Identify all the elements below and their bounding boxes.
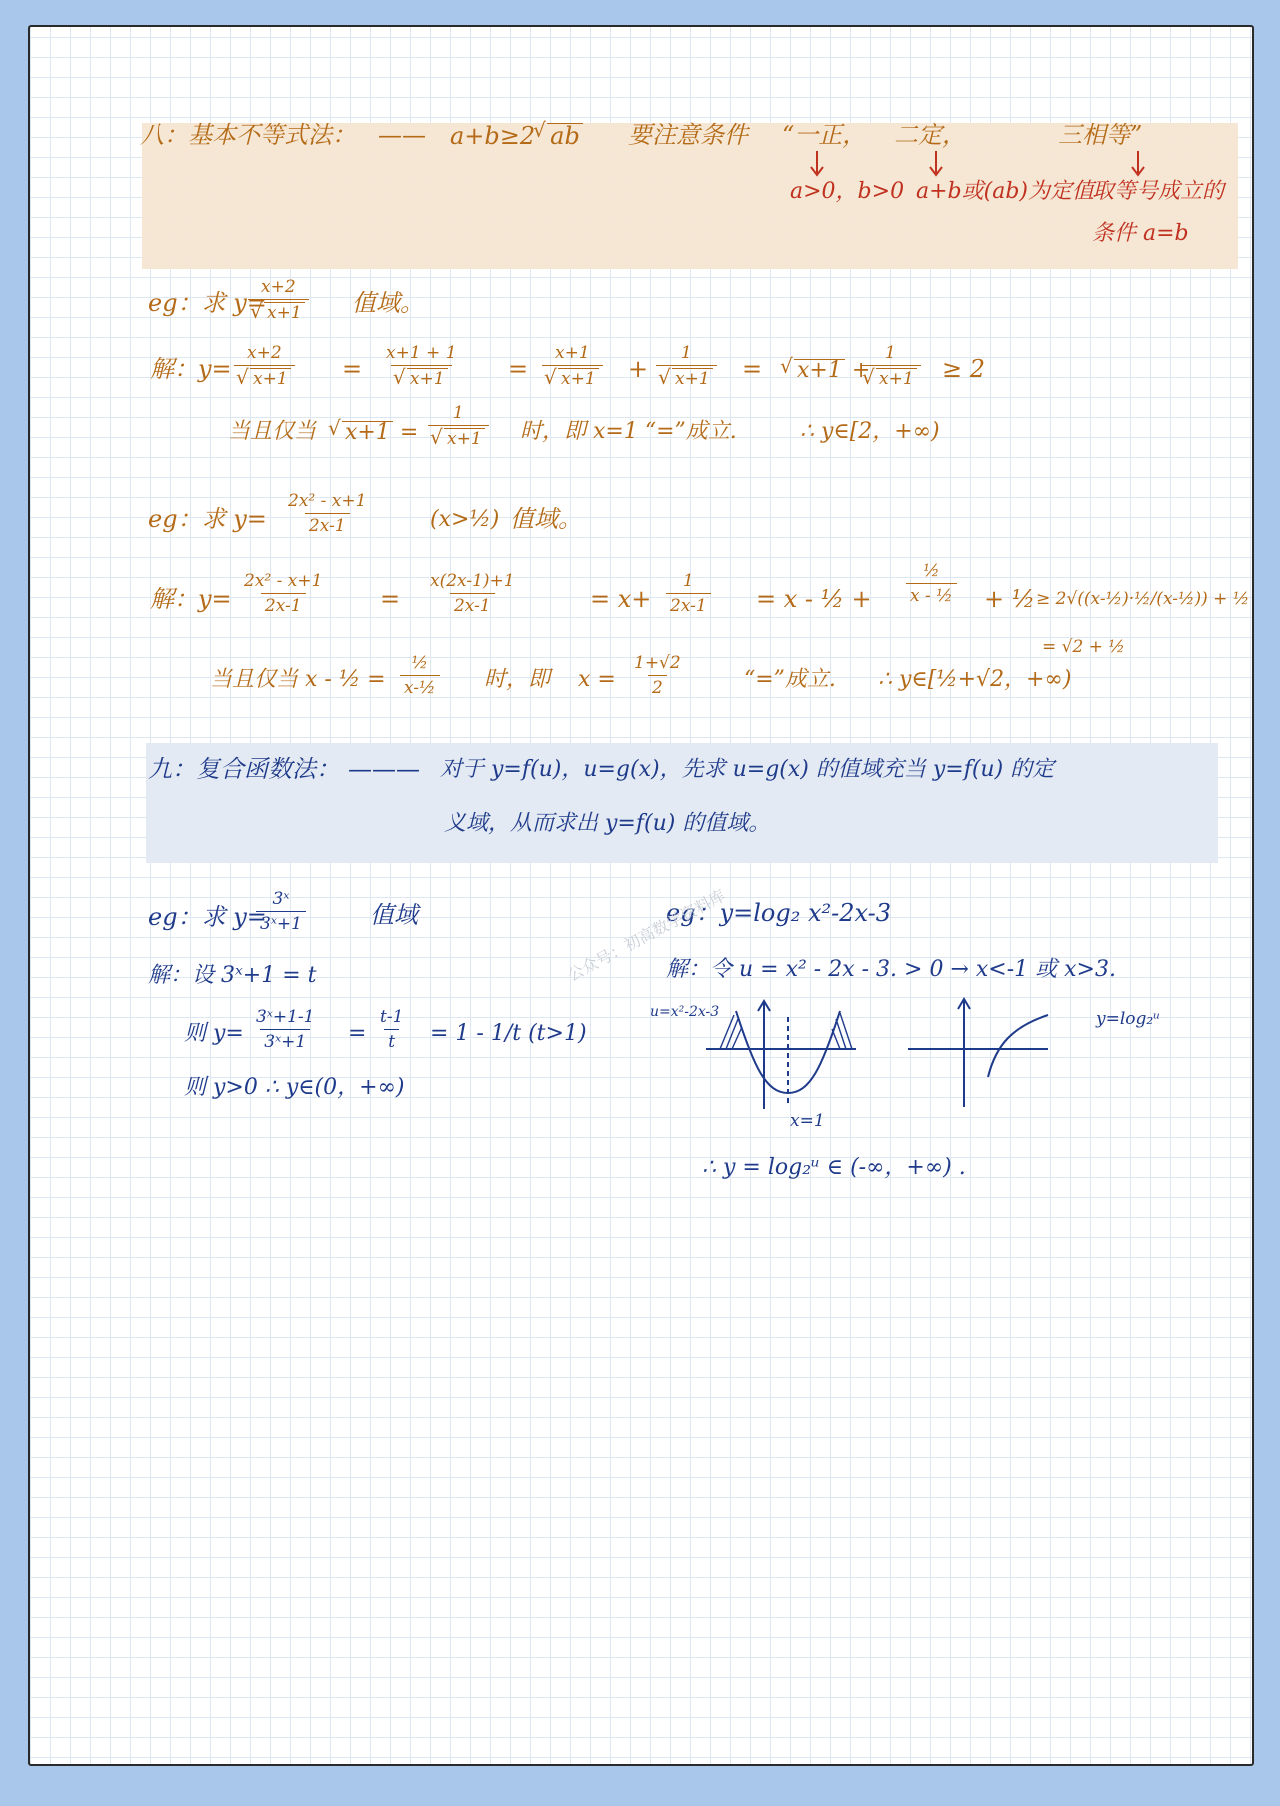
ex3-step1-den: 3ˣ+1 (260, 1029, 310, 1052)
ex1-step2-num: x+1 + 1 (386, 343, 457, 363)
ex1-numerator: x+2 (261, 277, 296, 297)
ex3-step2-num: t-1 (380, 1007, 404, 1027)
ex3-step1 (252, 1007, 318, 1052)
ex1-step2-den: √ x+1 (407, 368, 448, 389)
ex2-cond-mid: 时，即 (484, 667, 551, 692)
section-9-heading: 九：复合函数法： (148, 755, 340, 783)
ex4-graph1-label: u=x²-2x-3 (650, 1004, 720, 1020)
section-9-line-2: 义域，从而求出 y=f(u) 的值域。 (444, 811, 771, 836)
ex1-step1 (234, 343, 295, 389)
ex1-eq-2: = (508, 355, 529, 383)
watermark: 公众号：初高数学资料库 (564, 885, 729, 986)
ex2-cond-fraction (400, 653, 440, 698)
ex4-graph1-axis: x=1 (790, 1111, 825, 1131)
condition-2: 二定， (894, 121, 966, 149)
ex3-solution-1: 解：设 3ˣ+1 = t (148, 963, 317, 988)
ex1-solution-label: 解：y= (150, 355, 232, 383)
ex1-cond-root-value: √ x+1 (342, 421, 393, 444)
ex3-prompt: eg：求 y= (148, 903, 267, 931)
ex1-cond-root: √ x+1 = (330, 421, 418, 444)
ex2-cond-x: x = (578, 667, 616, 692)
ex2-numerator: 2x² - x+1 (288, 491, 367, 511)
ex4-result: ∴ y = log₂ᵘ ∈ (-∞，+∞) . (702, 1155, 966, 1180)
section-9-dash: ——— (348, 755, 420, 783)
ex1-step4-den: √ x+1 (672, 368, 713, 389)
ex1-cond-num: 1 (452, 403, 464, 423)
ex1-root-term: √ x+1 + (782, 359, 870, 382)
ex2-step4-num: ½ (923, 561, 940, 581)
section-8-condition: 要注意条件 (628, 121, 748, 149)
notebook-page (28, 25, 1254, 1766)
ex1-step1-num: x+2 (247, 343, 282, 363)
ex1-fraction (248, 277, 309, 323)
ex1-eq-1: = (342, 355, 363, 383)
ex2-step3-num: 1 (682, 571, 694, 591)
note-equal-condition: 条件 a=b (1092, 221, 1189, 246)
ex2-min-value: = √2 + ½ (1042, 637, 1125, 657)
ex1-denominator: √ x+1 (264, 302, 305, 323)
ex2-step1 (240, 571, 326, 616)
ex1-root-value: √ x+1 (794, 359, 845, 382)
ex2-cond-suffix: “=”成立. (744, 667, 836, 692)
ex1-cond-den: √ x+1 (444, 428, 485, 449)
ex1-cond-suffix: 时，即 x=1 “=”成立. (520, 419, 737, 444)
ex2-cond-prefix: 当且仅当 x - ½ = (210, 667, 386, 692)
ex4-graph2-label: y=log₂ᵘ (1096, 1009, 1160, 1029)
ex2-denominator: 2x-1 (305, 513, 350, 536)
ex2-step3 (666, 571, 711, 616)
ex1-ge: ≥ 2 (942, 355, 986, 383)
ex1-step5-den: √ x+1 (876, 368, 917, 389)
ex2-step2-num: x(2x-1)+1 (430, 571, 515, 591)
ex3-step2 (376, 1007, 407, 1052)
log-graph (908, 997, 1108, 1117)
ex2-step1-num: 2x² - x+1 (244, 571, 323, 591)
ex3-suffix: 值域 (370, 901, 418, 929)
ex2-prompt: eg：求 y= (148, 505, 267, 533)
ex2-step4-prefix: = x - ½ + (756, 585, 872, 613)
ex1-suffix: 值域。 (352, 289, 424, 317)
ex2-step5: + ½ (984, 585, 1035, 613)
ex3-denominator: 3ˣ+1 (256, 911, 306, 934)
ex2-x-fraction (630, 653, 685, 698)
ex3-fraction (256, 889, 306, 934)
condition-1: “一正， (782, 121, 867, 149)
ex1-prompt: eg：求 y= (148, 289, 267, 317)
ex2-result: ∴ y∈[½+√2，+∞) (878, 667, 1072, 692)
ex2-x-num: 1+√2 (634, 653, 681, 673)
section-9-line-1: 对于 y=f(u)，u=g(x)，先求 u=g(x) 的值域充当 y=f(u) 的定 (440, 757, 1055, 782)
formula-left: a+b≥2 (450, 122, 536, 150)
ex3-solution-2-prefix: 则 y= (184, 1021, 244, 1046)
ex3-step2-den: t (384, 1029, 399, 1052)
ex2-cond-den: x-½ (400, 675, 440, 698)
ex1-step5 (860, 343, 921, 389)
ex3-numerator: 3ˣ (272, 889, 290, 909)
ex1-plus: + (628, 355, 649, 383)
ex3-eq: = (348, 1021, 367, 1046)
ex2-step4-den: x - ½ (906, 583, 957, 606)
ex2-domain: (x>½) (430, 507, 500, 532)
ex2-step1-den: 2x-1 (261, 593, 306, 616)
ex1-step1-den: √ x+1 (250, 368, 291, 389)
ex1-step3 (542, 343, 603, 389)
ex4-solution: 解：令 u = x² - 2x - 3. > 0 → x<-1 或 x>3. (666, 957, 1116, 982)
ex2-step3-den: 2x-1 (666, 593, 711, 616)
ex1-step3-den: √ x+1 (558, 368, 599, 389)
ex2-x-den: 2 (648, 675, 667, 698)
ex1-result: ∴ y∈[2，+∞) (800, 419, 940, 444)
ex2-cond-num: ½ (411, 653, 428, 673)
ex1-eq-3: = (742, 355, 763, 383)
ex1-step4 (656, 343, 717, 389)
ex2-suffix: 值域。 (510, 505, 582, 533)
section-8-heading: 八：基本不等式法： (140, 121, 356, 149)
note-constant: a+b或(ab)为定值 (916, 179, 1094, 204)
ex2-step3-prefix: = x+ (590, 585, 652, 613)
ex3-step1-num: 3ˣ+1-1 (256, 1007, 315, 1027)
ex2-step4 (906, 561, 957, 606)
ex1-step5-num: 1 (884, 343, 896, 363)
note-positive: a>0，b>0 (790, 179, 905, 204)
ex1-cond-fraction (428, 403, 489, 449)
ex2-fraction (284, 491, 370, 536)
ex3-solution-2-suffix: = 1 - 1/t (t>1) (430, 1021, 587, 1046)
formula-root: √ ab (547, 123, 583, 148)
ex4-prompt: eg：y=log₂ x²-2x-3 (666, 899, 891, 927)
ex1-cond-prefix: 当且仅当 (228, 419, 317, 444)
section-8-dash: —— (378, 121, 426, 149)
ex2-step2 (426, 571, 519, 616)
ex2-inequality: ≥ 2√((x-½)·½/(x-½)) + ½ (1036, 589, 1250, 609)
ex1-step2 (382, 343, 461, 389)
ex2-step2-den: 2x-1 (450, 593, 495, 616)
ex1-step3-num: x+1 (555, 343, 590, 363)
ex3-solution-3: 则 y>0 ∴ y∈(0，+∞) (184, 1075, 405, 1100)
condition-3: 三相等” (1058, 121, 1143, 149)
note-equal: 取等号成立的 (1092, 179, 1225, 204)
ex1-step4-num: 1 (680, 343, 692, 363)
ex2-solution-label: 解：y= (150, 585, 232, 613)
ex2-eq-1: = (380, 585, 401, 613)
